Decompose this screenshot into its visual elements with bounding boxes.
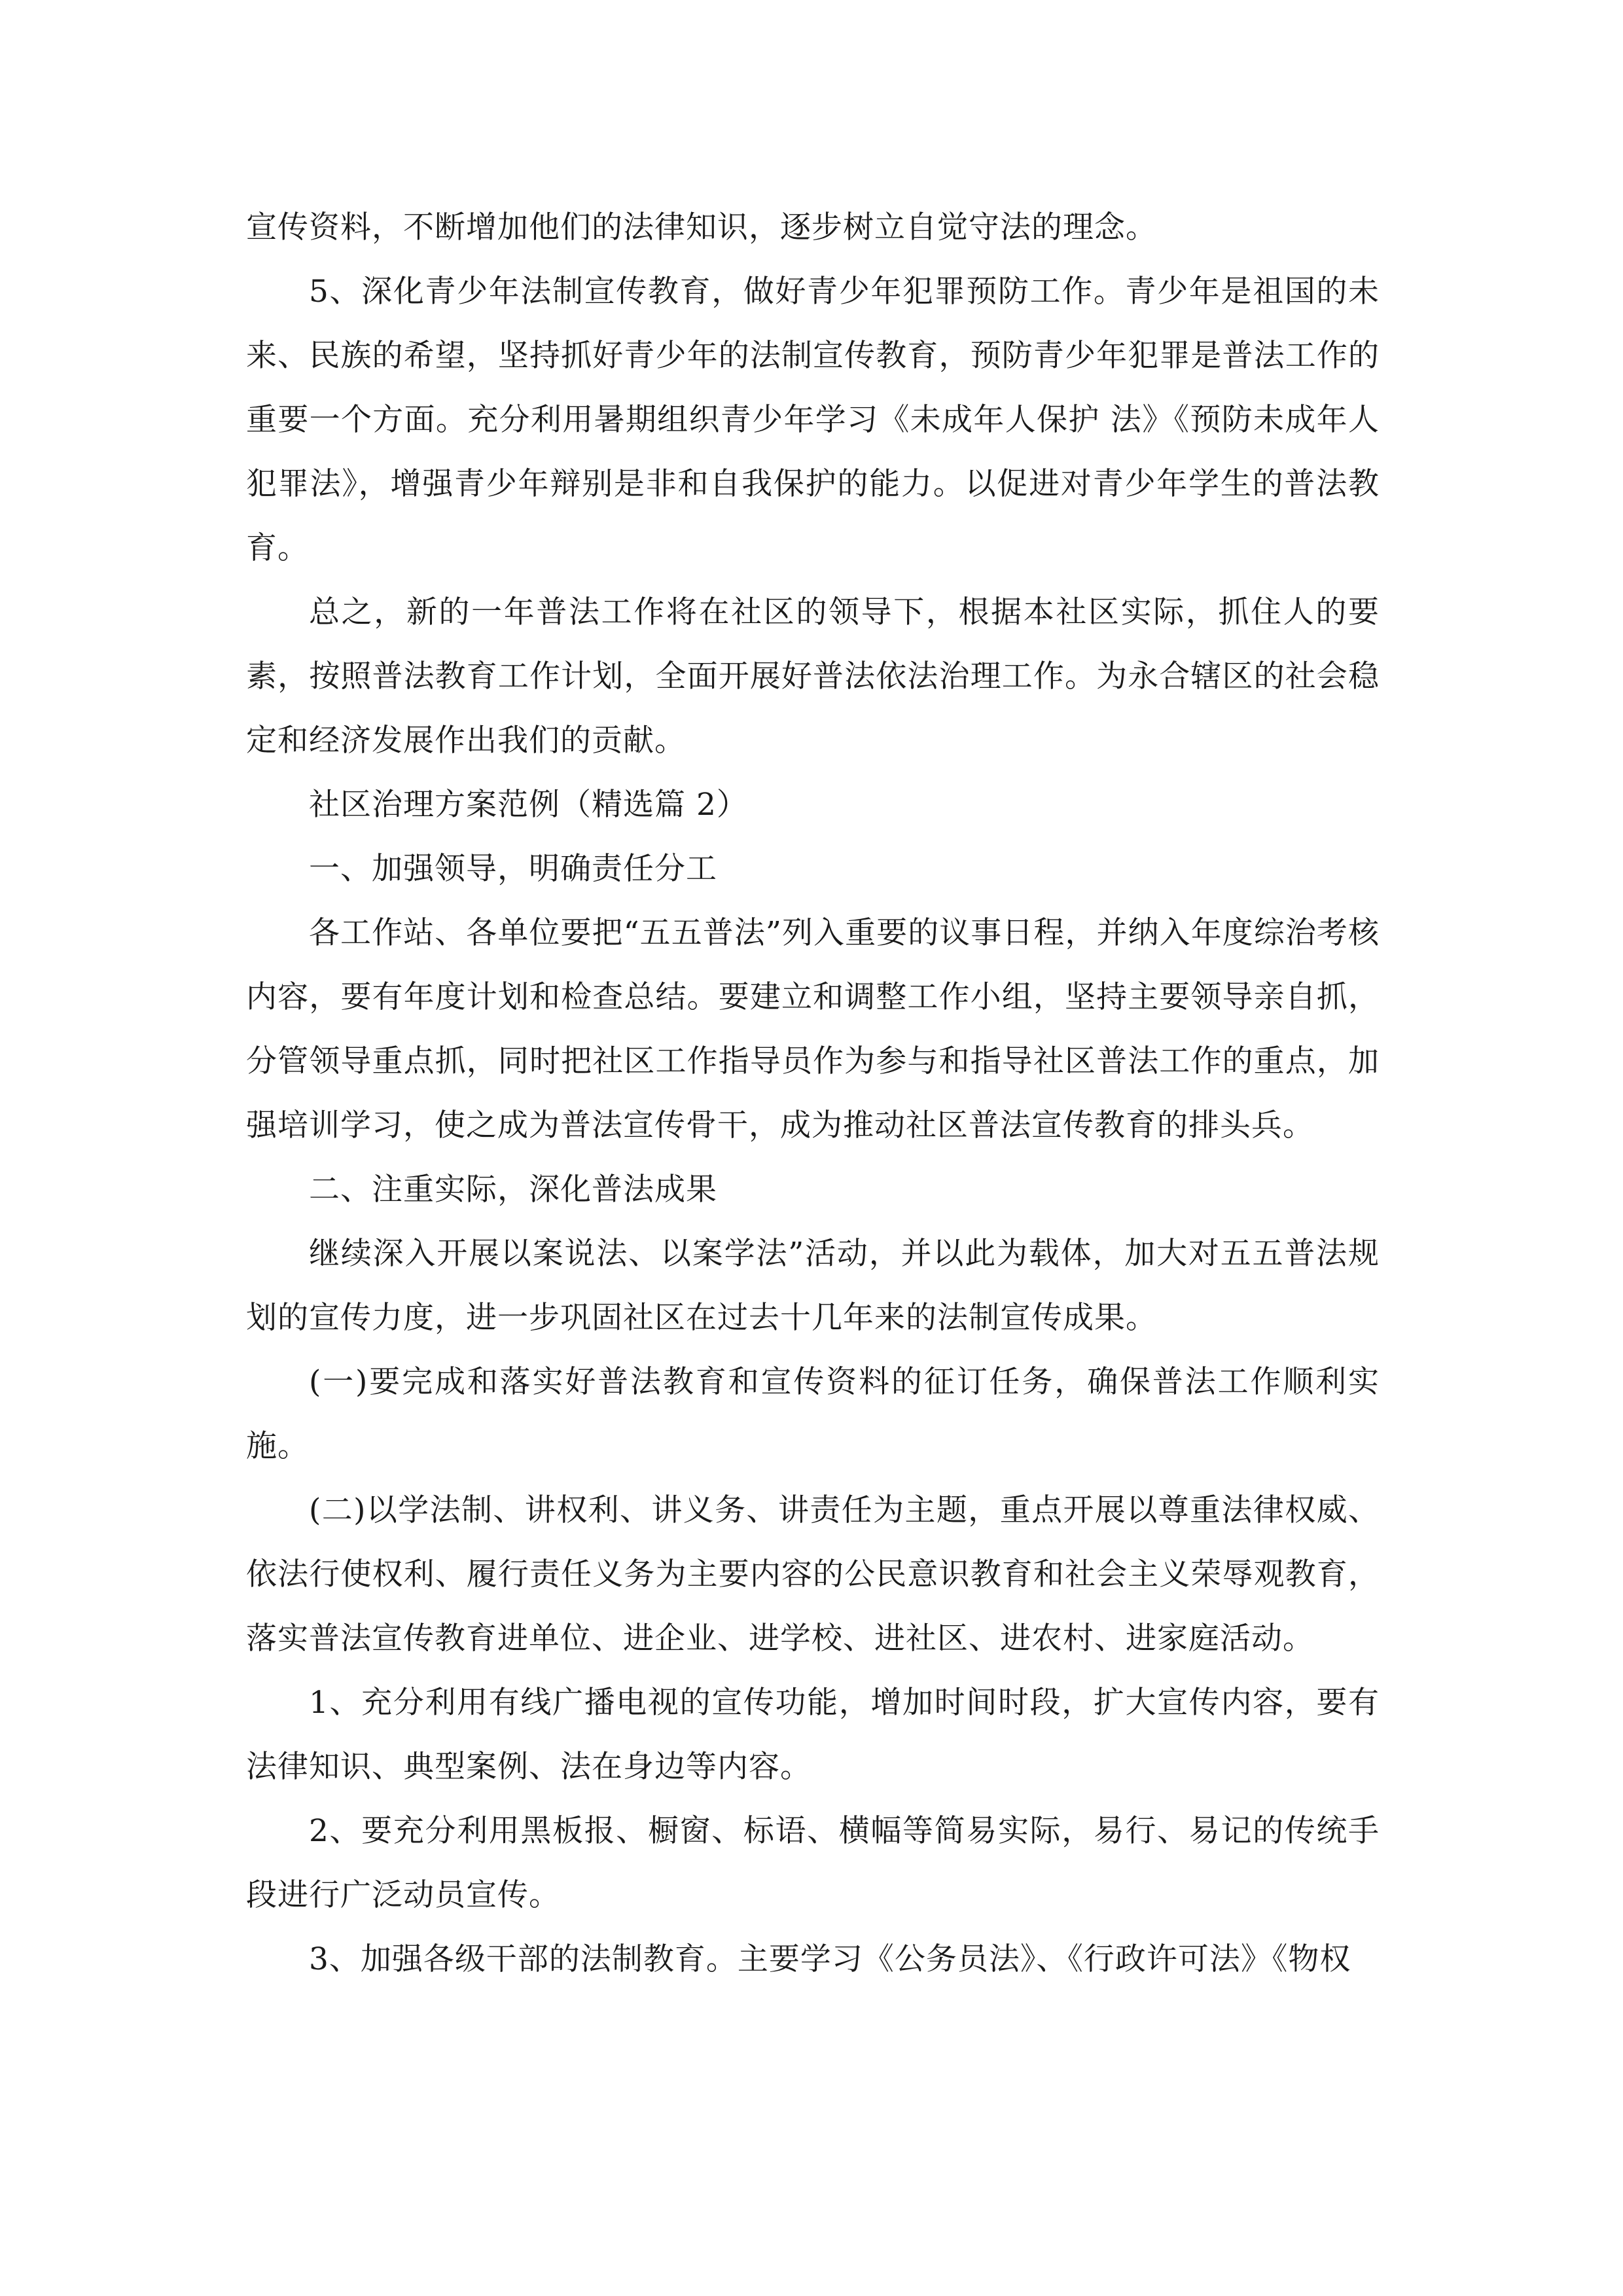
paragraph-item-5-youth-education: 5、深化青少年法制宣传教育，做好青少年犯罪预防工作。青少年是祖国的未来、民族的希望，坚持抓好青少年的法制宣传教育，预防青少年犯罪是普法工作的重要一个方面。充分利用暑期组织青少年学习《未成年人保护 法》《预防未成年人犯罪法》，增强青少年辩别是非和自我保护的能力。以促进对青少年学生的普法教育。	[246, 274, 1380, 566]
paragraph-conclusion: 总之，新的一年普法工作将在社区的领导下，根据本社区实际，抓住人的要素，按照普法教育工作计划，全面开展好普法依法治理工作。为永合辖区的社会稳定和经济发展作出我们的贡献。	[246, 594, 1380, 759]
paragraph-item-1: 1、充分利用有线广播电视的宣传功能，增加时间时段，扩大宣传内容，要有法律知识、典型案例、法在身边等内容。	[246, 1685, 1380, 1785]
paragraph-leadership: 各工作站、各单位要把“五五普法”列入重要的议事日程，并纳入年度综治考核内容，要有年度计划和检查总结。要建立和调整工作小组，坚持主要领导亲自抓，分管领导重点抓，同时把社区工作指导员作为参与和指导社区普法工作的重点，加强培训学习，使之成为普法宣传骨干，成为推动社区普法宣传教育的排头兵。	[246, 915, 1380, 1143]
paragraph-item-2: 2、要充分利用黑板报、橱窗、标语、横幅等简易实际，易行、易记的传统手段进行广泛动员宣传。	[246, 1813, 1380, 1913]
heading-leadership: 一、加强领导，明确责任分工	[309, 851, 717, 887]
paragraph-practice: 继续深入开展以案说法、以案学法”活动，并以此为载体，加大对五五普法规划的宣传力度，进一步巩固社区在过去十几年来的法制宣传成果。	[246, 1236, 1380, 1336]
section-title: 社区治理方案范例（精选篇 2）	[309, 787, 748, 823]
document-body	[246, 196, 1380, 1992]
paragraph-continuation: 宣传资料，不断增加他们的法律知识，逐步树立自觉守法的理念。	[246, 209, 1157, 245]
heading-practice: 二、注重实际，深化普法成果	[309, 1172, 717, 1208]
paragraph-subitem-2: (二)以学法制、讲权利、讲义务、讲责任为主题，重点开展以尊重法律权威、依法行使权利、履行责任义务为主要内容的公民意识教育和社会主义荣辱观教育，落实普法宣传教育进单位、进企业、进学校、进社区、进农村、进家庭活动。	[246, 1492, 1380, 1657]
paragraph-item-3: 3、加强各级干部的法制教育。主要学习《公务员法》、《行政许可法》《物权	[309, 1941, 1351, 1977]
paragraph-subitem-1: (一)要完成和落实好普法教育和宣传资料的征订任务，确保普法工作顺利实施。	[246, 1364, 1380, 1464]
